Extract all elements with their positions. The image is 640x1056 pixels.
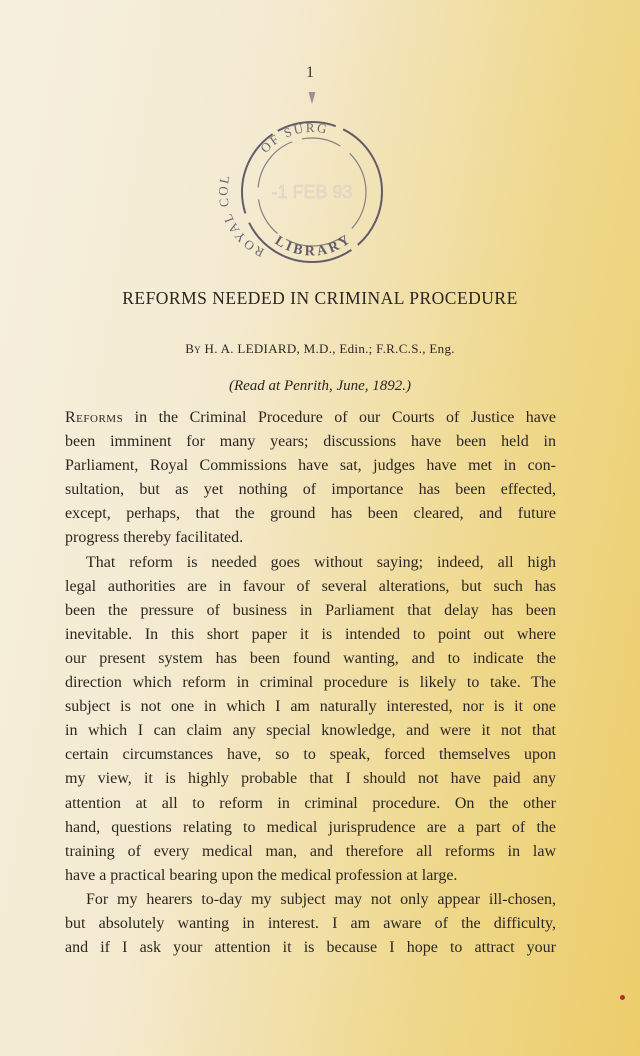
body-line-text: in the Criminal Procedure of our Courts of Justice have: [123, 409, 556, 426]
article-title: REFORMS NEEDED IN CRIMINAL PROCEDURE: [122, 288, 518, 308]
body-line: hand, questions relating to medical jurisprudence are a part of the: [65, 818, 556, 836]
body-line: [65, 406, 556, 430]
article-body: [65, 406, 556, 960]
stamp-text-left: ROYAL COL: [215, 172, 267, 261]
library-stamp-graphic: [212, 92, 412, 292]
byline: [0, 341, 640, 357]
body-line: progress thereby facilitated.: [65, 529, 244, 547]
body-line: legal authorities are in favour of several alterations, but such has: [65, 577, 556, 595]
body-line: except, perhaps, that the ground has been cleared, and future: [65, 505, 556, 523]
stamp-text-top: OF SURG: [257, 119, 330, 156]
body-line: in which I can claim any special knowledge, and were it not that: [65, 722, 556, 740]
body-line: training of every medical man, and therefore all reforms in law: [65, 842, 556, 860]
body-line: direction which reform in criminal procedure is likely to take. The: [65, 674, 556, 692]
body-line: but absolutely wanting in interest. I am aware of the difficulty,: [65, 914, 556, 932]
body-line: sultation, but as yet nothing of importance has been effected,: [65, 481, 556, 499]
body-line: been imminent for many years; discussions have been held in: [65, 433, 556, 451]
body-line: have a practical bearing upon the medical profession at large.: [65, 866, 458, 884]
body-line: been the pressure of business in Parliament that delay has been: [65, 601, 556, 619]
body-line: subject is not one in which I am naturally interested, nor is it one: [65, 698, 556, 716]
body-line: attention at all to reform in criminal procedure. On the other: [65, 794, 556, 812]
body-line: and if I ask your attention it is because I hope to attract your: [65, 939, 556, 957]
library-stamp: [212, 92, 412, 292]
drop-word: Reforms: [65, 409, 124, 426]
body-line: That reform is needed goes without saying; indeed, all high: [86, 553, 556, 571]
body-line: inevitable. In this short paper it is intended to point out where: [65, 625, 556, 643]
byline-by: By: [185, 341, 201, 356]
page-number: 1: [306, 64, 314, 81]
read-at-note: (Read at Penrith, June, 1892.): [228, 378, 412, 394]
stamp-date: -1 FEB 93: [271, 182, 353, 202]
ink-dot: [620, 995, 625, 1000]
byline-author: H. A. LEDIARD, M.D., Edin.; F.R.C.S., Eng.: [204, 341, 455, 356]
body-line: our present system has been found wanting, and to indicate the: [65, 649, 556, 667]
stamp-text-bottom: LIBRARY: [271, 231, 356, 260]
body-line: Parliament, Royal Commissions have sat, judges have met in con-: [65, 457, 556, 475]
body-line: certain circumstances have, so to speak, forced themselves upon: [65, 746, 556, 764]
body-line: my view, it is highly probable that I should not have paid any: [65, 770, 556, 788]
body-line: For my hearers to-day my subject may not only appear ill-chosen,: [86, 890, 556, 908]
